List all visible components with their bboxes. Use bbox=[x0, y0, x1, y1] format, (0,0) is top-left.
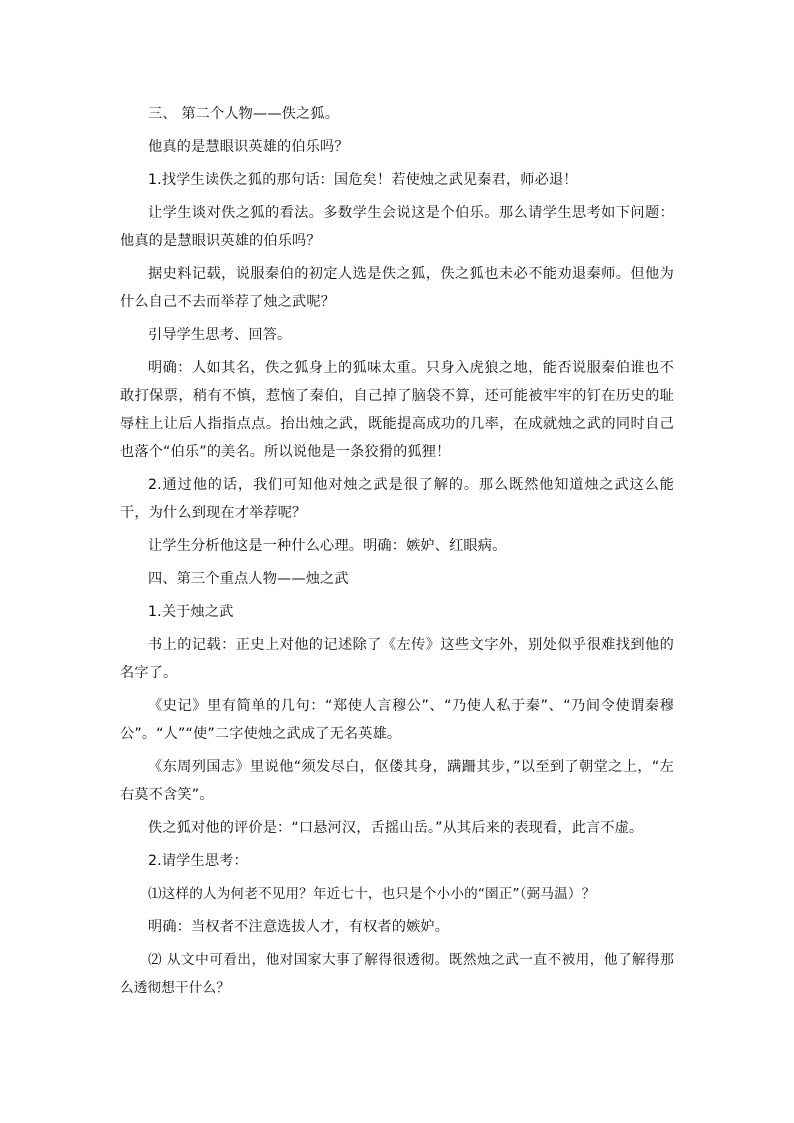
question-item: ⑴这样的人为何老不见用？年近七十，也只是个小小的“圉正”（弼马温）？ bbox=[148, 886, 596, 902]
paragraph: 《东周列国志》里说他“须发尽白，伛偻其身，蹒跚其步，”以至到了朝堂之上，“左右莫不含笑”。 bbox=[120, 759, 674, 803]
paragraph: 引导学生思考、回答。 bbox=[148, 327, 292, 343]
paragraph: 让学生谈对佚之狐的看法。多数学生会说这是个伯乐。那么请学生思考如下问题：他真的是慧眼识英雄的伯乐吗？ bbox=[120, 205, 674, 249]
paragraph: 2.请学生思考： bbox=[148, 853, 248, 869]
paragraph: 明确：当权者不注意选拔人才，有权者的嫉妒。 bbox=[148, 919, 450, 935]
question-item: ⑵ 从文中可看出，他对国家大事了解得很透彻。既然烛之武一直不被用，他了解得那么透彻想干什么？ bbox=[120, 952, 674, 996]
paragraph: 1.找学生读佚之狐的那句话：国危矣！若使烛之武见秦君，师必退！ bbox=[148, 172, 578, 188]
paragraph: 佚之狐对他的评价是：“口悬河汉，舌摇山岳。”从其后来的表现看，此言不虚。 bbox=[148, 820, 644, 836]
paragraph: 书上的记载：正史上对他的记述除了《左传》这些文字外，别处似乎很难找到他的名字了。 bbox=[120, 637, 674, 681]
paragraph: 1.关于烛之武 bbox=[148, 604, 234, 620]
paragraph: 明确：人如其名，佚之狐身上的狐味太重。只身入虎狼之地，能否说服秦伯谁也不敢打保票，稍有不慎，惹恼了秦伯，自己掉了脑袋不算，还可能被牢牢的钉在历史的耻辱柱上让后人指指点点。抬出烛之武，既能提高成功的几率，在成就烛之武的同时自己也落个“伯乐”的美名。所以说他是一条狡猾的狐狸！ bbox=[120, 360, 674, 460]
paragraph: 他真的是慧眼识英雄的伯乐吗？ bbox=[148, 139, 349, 155]
paragraph: 《史记》里有简单的几句：“郑使人言穆公”、“乃使人私于秦”、“乃间令使谓秦穆公”。“人”“使”二字使烛之武成了无名英雄。 bbox=[120, 698, 674, 742]
section-heading: 三、 第二个人物——佚之狐。 bbox=[148, 106, 340, 122]
paragraph: 据史料记载，说服秦伯的初定人选是佚之狐，佚之狐也未必不能劝退秦师。但他为什么自己不去而举荐了烛之武呢？ bbox=[120, 266, 674, 310]
paragraph: 让学生分析他这是一种什么心理。明确：嫉妒、红眼病。 bbox=[148, 538, 507, 554]
section-heading: 四、第三个重点人物——烛之武 bbox=[148, 571, 349, 587]
paragraph: 2.通过他的话，我们可知他对烛之武是很了解的。那么既然他知道烛之武这么能干，为什么到现在才举荐呢？ bbox=[120, 477, 674, 521]
